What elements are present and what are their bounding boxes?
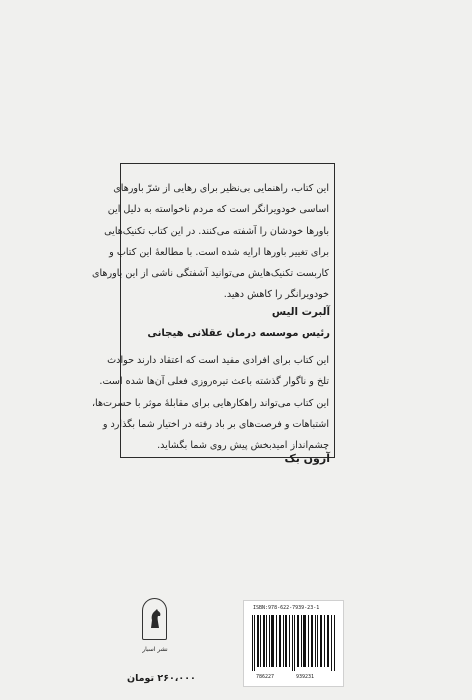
endorsement-beck	[91, 350, 329, 456]
endorsement-ellis	[91, 178, 329, 306]
endorsement-line: این کتاب می‌تواند راهکارهایی برای مقابلهٔ موثر با حسرت‌ها،	[91, 397, 329, 409]
endorsement-line: تلخ و ناگوار گذشته باعث تیره‌روزی فعلی آن‌ها شده است.	[99, 376, 329, 388]
endorsement-line: اساسی خودویرانگر است که مردم ناخواسته به دلیل این	[107, 204, 329, 216]
publisher-logo	[142, 598, 167, 640]
price-label: ۲۶۰،۰۰۰ تومان	[127, 673, 196, 684]
endorsement-line: کاربست تکنیک‌هایش می‌توانید آشفتگی ناشی از این باورهای	[91, 268, 329, 280]
author-beck: آرون بک	[284, 452, 330, 465]
endorsement-line: این کتاب برای افرادی مفید است که اعتقاد دارند حوادث	[107, 355, 329, 366]
barcode-left-digits: 786227	[256, 674, 275, 680]
endorsement-line: اشتباهات و فرصت‌های بر باد رفته در اختیار شما بگذارد و	[102, 418, 329, 430]
barcode	[243, 600, 344, 687]
endorsement-line: این کتاب، راهنمایی بی‌نظیر برای رهایی از شرّ باورهای	[113, 183, 329, 194]
author-ellis: آلبرت الیس	[271, 306, 330, 318]
barcode-bars	[252, 615, 336, 671]
barcode-right-digits: 939231	[296, 674, 315, 680]
publisher-name: نشر اسبار	[142, 646, 168, 653]
author-ellis-title: رئیس موسسه درمان عقلانی هیجانی	[147, 328, 330, 339]
endorsement-line: چشم‌انداز امیدبخش پیش روی شما بگشاید.	[157, 440, 329, 452]
endorsement-line: باورها خودشان را آشفته می‌کنند. در این کتاب تکنیک‌هایی	[104, 225, 329, 237]
endorsement-line: برای تغییر باورها ارایه شده است. با مطالعهٔ این کتاب و	[109, 246, 329, 258]
horse-logo-icon	[147, 608, 163, 630]
endorsement-line: خودویرانگر را کاهش دهید.	[223, 289, 329, 301]
isbn-text: ISBN:978-622-7939-23-1	[253, 605, 320, 611]
